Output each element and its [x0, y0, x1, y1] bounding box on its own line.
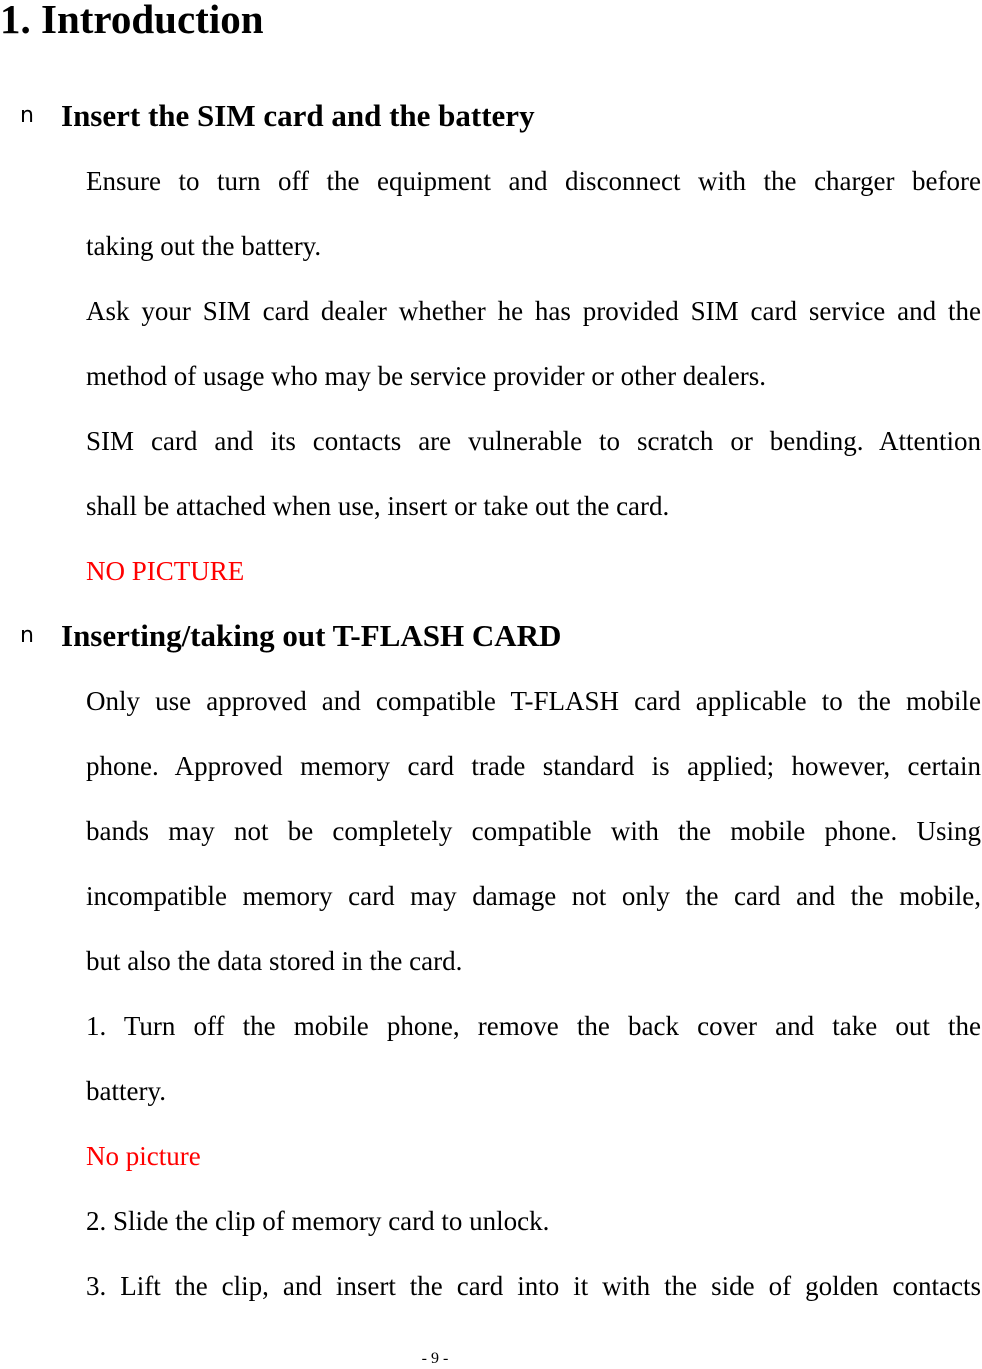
section-title: Insert the SIM card and the battery	[61, 98, 535, 133]
paragraph-line: but also the data stored in the card.	[86, 946, 463, 976]
paragraph-line: Only use approved and compatible T-FLASH card applicable to the mobile	[86, 686, 981, 716]
paragraph-line: taking out the battery.	[86, 231, 322, 261]
no-picture-note: No picture	[86, 1141, 201, 1171]
step-line: 1. Turn off the mobile phone, remove the back cover and take out the	[86, 1011, 981, 1041]
paragraph-line: phone. Approved memory card trade standard is applied; however, certain	[86, 751, 981, 781]
step-line: battery.	[86, 1076, 166, 1106]
bullet-icon: n	[20, 623, 34, 648]
paragraph-line: SIM card and its contacts are vulnerable to scratch or bending. Attention	[86, 426, 981, 456]
bullet-icon: n	[20, 103, 34, 128]
paragraph-line: Ensure to turn off the equipment and disconnect with the charger before	[86, 166, 981, 196]
paragraph-line: incompatible memory card may damage not only the card and the mobile,	[86, 881, 981, 911]
no-picture-note: NO PICTURE	[86, 556, 245, 586]
paragraph-line: shall be attached when use, insert or take out the card.	[86, 491, 670, 521]
page-heading: 1. Introduction	[0, 0, 264, 42]
page-number: - 9 -	[421, 1350, 449, 1367]
step-line: 3. Lift the clip, and insert the card into it with the side of golden contacts	[86, 1271, 981, 1301]
section-title: Inserting/taking out T-FLASH CARD	[61, 618, 562, 653]
step-line: 2. Slide the clip of memory card to unlock.	[86, 1206, 550, 1236]
paragraph-line: Ask your SIM card dealer whether he has provided SIM card service and the	[86, 296, 981, 326]
paragraph-line: method of usage who may be service provider or other dealers.	[86, 361, 767, 391]
paragraph-line: bands may not be completely compatible with the mobile phone. Using	[86, 816, 981, 846]
